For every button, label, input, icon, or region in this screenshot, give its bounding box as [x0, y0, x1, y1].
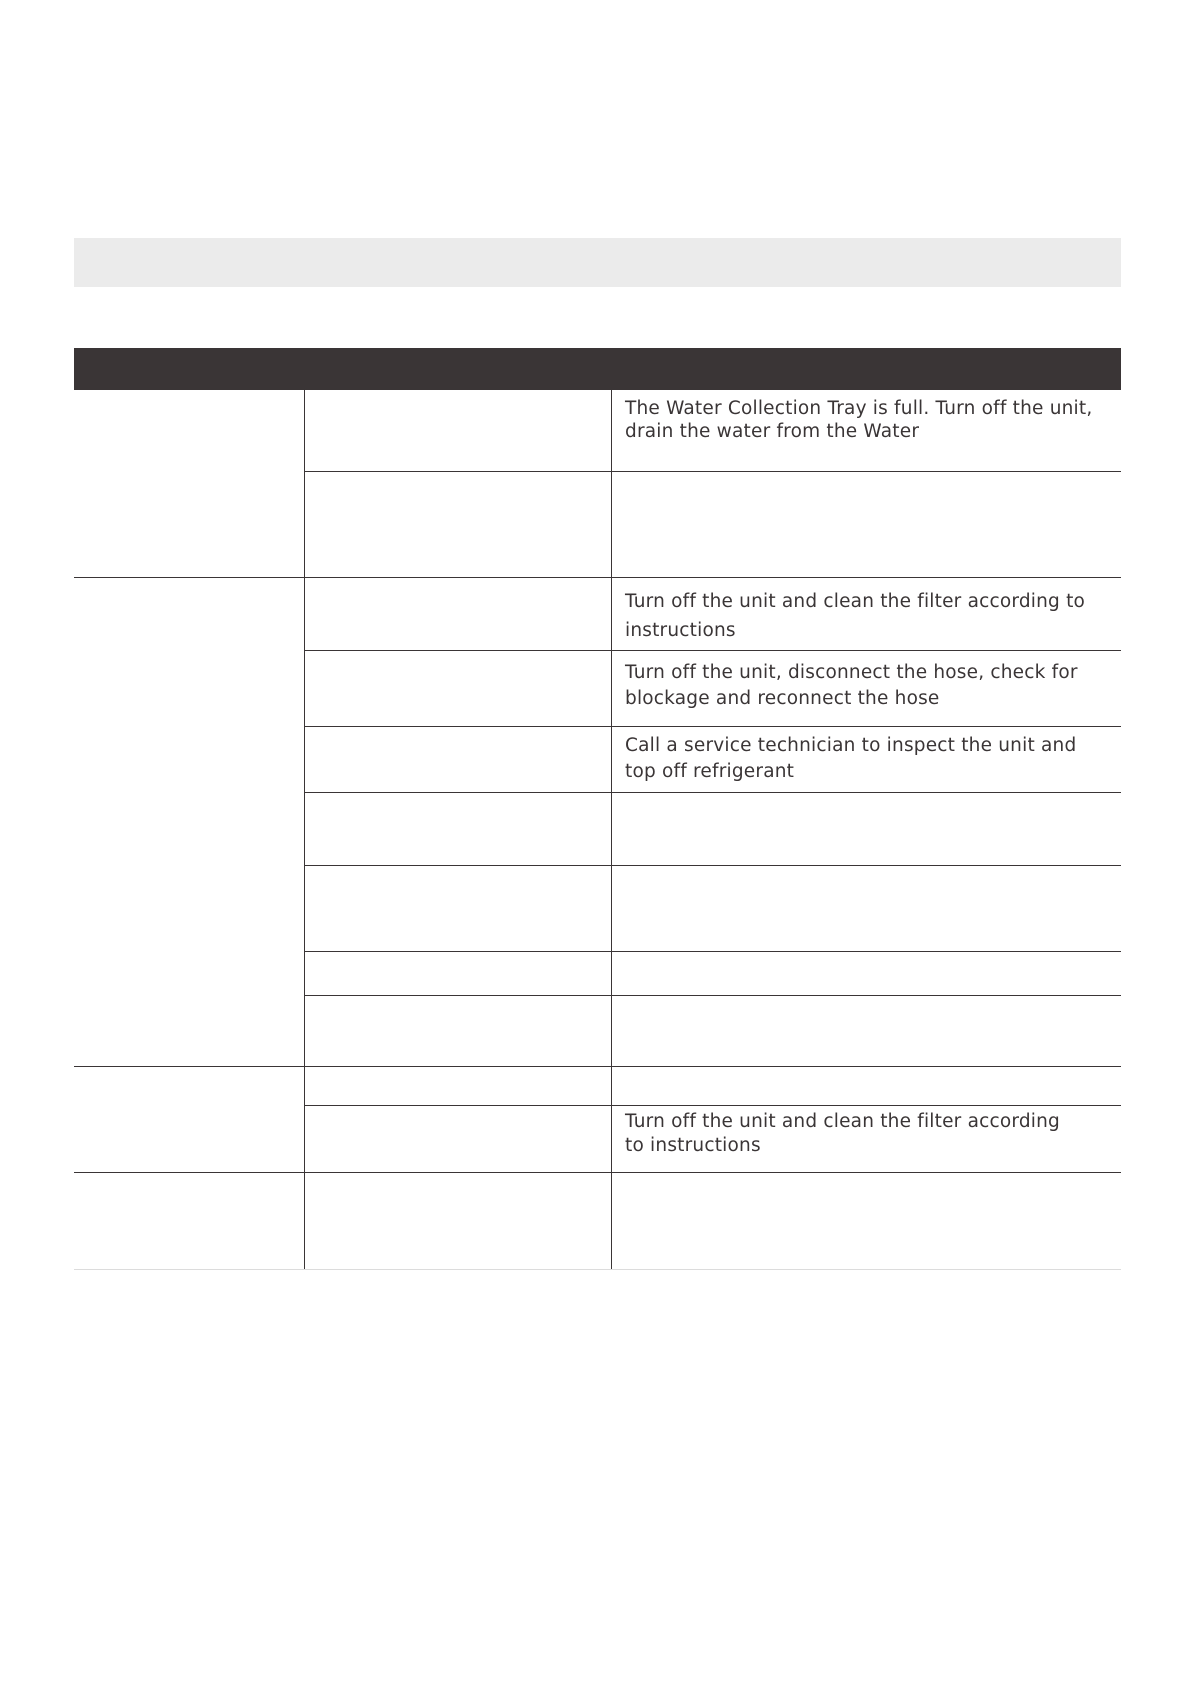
- section-banner: [74, 238, 1121, 287]
- solution-line: Turn off the unit and clean the filter according to: [625, 591, 1086, 612]
- solution-hose-blockage: [625, 660, 1078, 712]
- row-separator: [304, 650, 1121, 651]
- group-separator: [74, 1066, 1121, 1067]
- column-divider-2: [611, 348, 612, 1270]
- solution-water-tray-full: [625, 397, 1092, 443]
- solution-clean-filter: [625, 587, 1085, 645]
- row-separator: [304, 726, 1121, 727]
- solution-line: top off refrigerant: [625, 761, 795, 782]
- group-separator: [74, 1172, 1121, 1173]
- solution-line: Turn off the unit, disconnect the hose, check for: [625, 662, 1078, 683]
- row-separator: [304, 792, 1121, 793]
- group-separator: [74, 577, 1121, 578]
- table-header-row: [74, 348, 1121, 390]
- solution-line: The Water Collection Tray is full. Turn off the unit,: [625, 398, 1093, 419]
- solution-line: drain the water from the Water: [625, 421, 920, 442]
- solution-line: blockage and reconnect the hose: [625, 688, 940, 709]
- solution-line: instructions: [625, 620, 736, 641]
- solution-line: to instructions: [625, 1135, 761, 1156]
- row-separator: [304, 471, 1121, 472]
- solution-line: Call a service technician to inspect the unit and: [625, 735, 1077, 756]
- row-separator: [304, 1105, 1121, 1106]
- solution-clean-filter-2: [625, 1110, 1060, 1158]
- row-separator: [304, 865, 1121, 866]
- solution-line: Turn off the unit and clean the filter according: [625, 1111, 1061, 1132]
- table-bottom-rule: [74, 1269, 1121, 1270]
- solution-refrigerant: [625, 733, 1076, 785]
- row-separator: [304, 951, 1121, 952]
- column-divider-1: [304, 348, 305, 1270]
- row-separator: [304, 995, 1121, 996]
